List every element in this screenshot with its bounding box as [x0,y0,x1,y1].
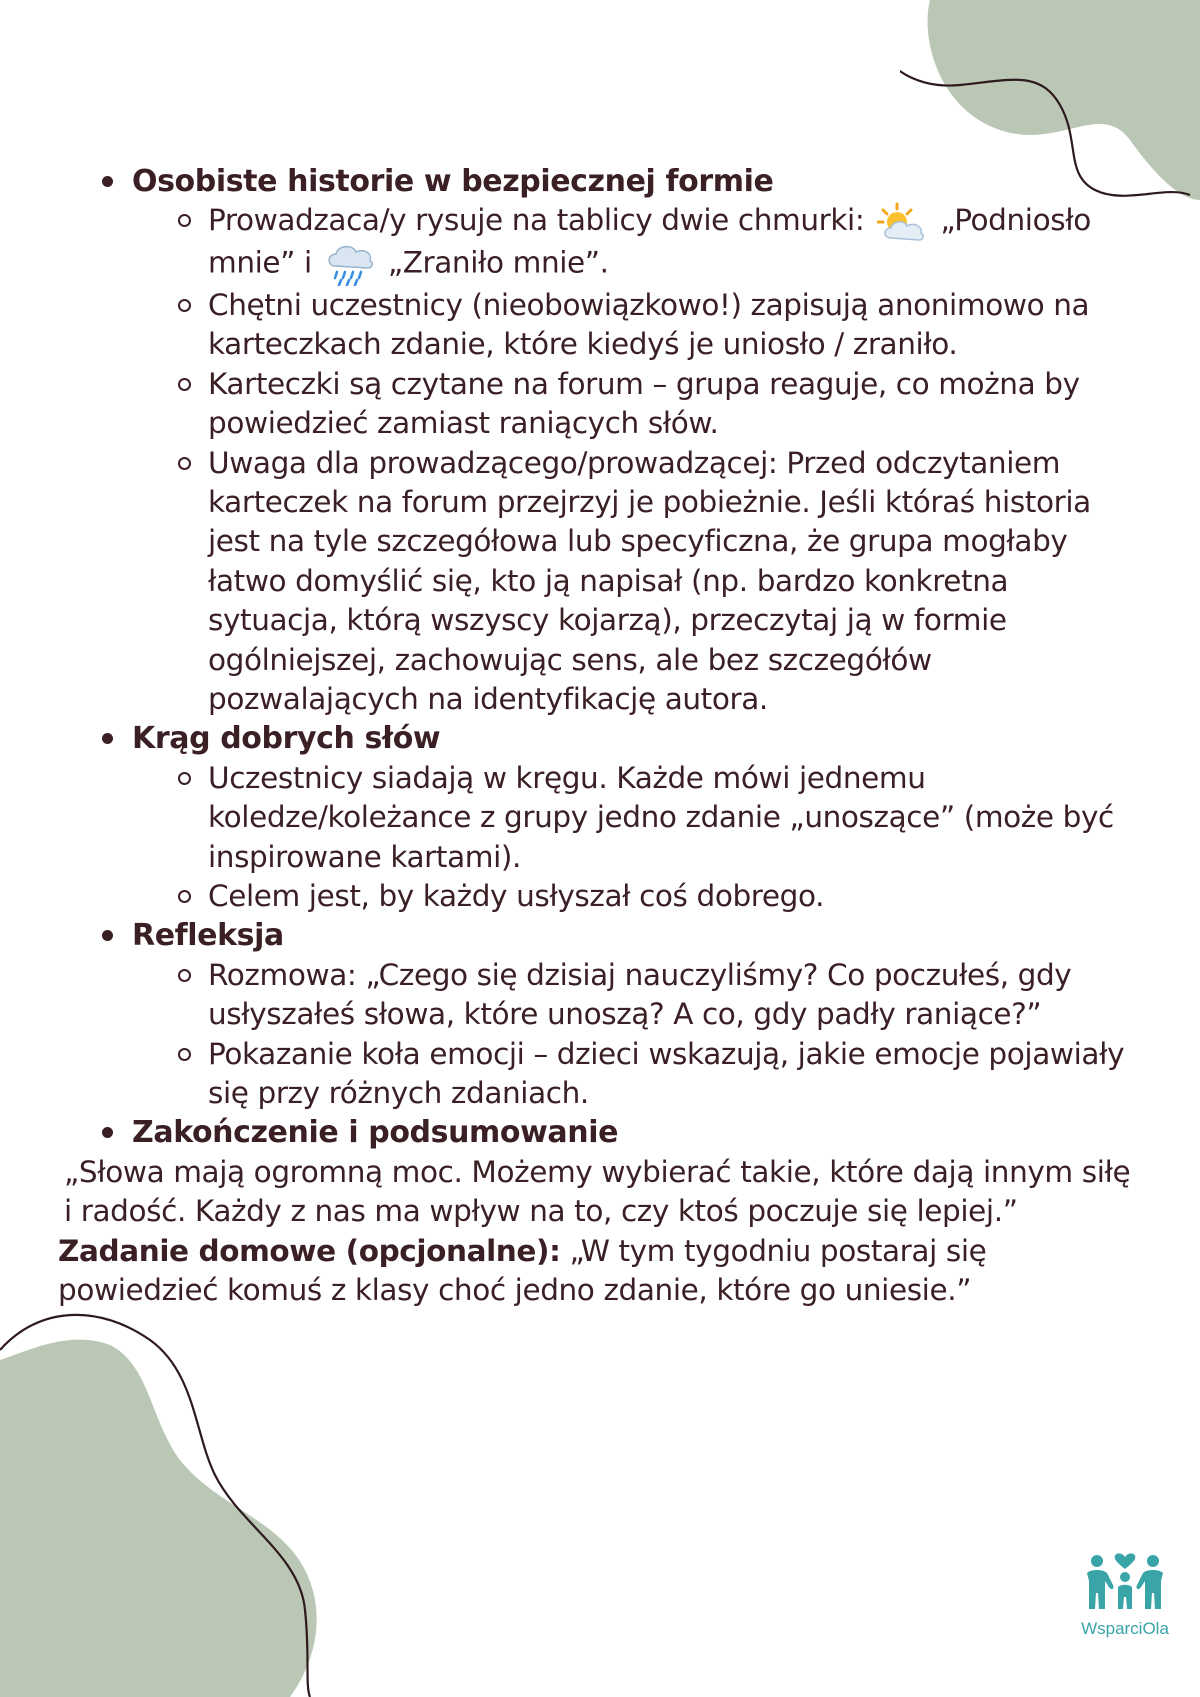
section-title: Osobiste historie w bezpiecznej formie [58,162,1143,201]
sub-list [58,759,1143,917]
list-item: Uwaga dla prowadzącego/prowadzącej: Przed odczytaniem karteczek na forum przejrzyj je pobieżnie. Jeśli któraś historia jest na tyle szczegółowa lub specyficzna, że grupa mogłaby łatwo domyślić się, kto ją napisał (np. bardzo konkretna sytuacja, którą wszyscy kojarzą), przeczytaj ją w formie ogólniejszej, zachowując sens, ale bez szczegółów pozwalających na identyfikację autora. [58,444,1143,720]
section-title: Refleksja [58,916,1143,955]
homework [58,1232,1143,1311]
list-item: Rozmowa: „Czego się dzisiaj nauczyliśmy? Co poczułeś, gdy usłyszałeś słowa, które unoszą? A co, gdy padły raniące?” [58,956,1143,1035]
section-reflection [58,916,1143,1113]
homework-text: „W tym tygodniu postaraj się powiedzieć komuś z klasy choć jedno zdanie, które go uniesie.” [58,1233,987,1308]
homework-label: Zadanie domowe (opcjonalne): [58,1233,561,1268]
sub-list [58,201,1143,719]
item-text: „Podniosło mnie” i [208,203,1091,280]
sub-list [58,956,1143,1114]
section-title: Zakończenie i podsumowanie [58,1113,1143,1152]
rain-cloud-icon [325,242,375,286]
list-item: Karteczki są czytane na forum – grupa reaguje, co można by powiedzieć zamiast raniących słów. [58,365,1143,444]
section-title: Krąg dobrych słów [58,719,1143,758]
list-item: Celem jest, by każdy usłyszał coś dobrego. [58,877,1143,916]
list-item [58,201,1143,286]
closing-quote: „Słowa mają ogromną moc. Możemy wybierać takie, które dają innym siłę i radość. Każdy z nas ma wpływ na to, czy ktoś poczuje się lepiej.” [64,1154,1131,1229]
list-item: Chętni uczestnicy (nieobowiązkowo!) zapisują anonimowo na karteczkach zdanie, które kiedyś je uniosło / zraniło. [58,286,1143,365]
closing-paragraph [58,1153,1143,1311]
brand-logo [1060,1545,1190,1675]
section-personal-stories [58,162,1143,719]
item-text: „Zraniło mnie”. [387,245,609,280]
family-heart-logo-icon [1083,1545,1167,1613]
list-item: Pokazanie koła emocji – dzieci wskazują, jakie emocje pojawiały się przy różnych zdaniach. [58,1035,1143,1114]
list-item: Uczestnicy siadają w kręgu. Każde mówi jednemu koledze/koleżance z grupy jedno zdanie „unoszące” (może być inspirowane kartami). [58,759,1143,877]
item-text: Prowadzaca/y rysuje na tablicy dwie chmurki: [208,203,865,238]
document-body [58,162,1143,1310]
logo-text: WsparciOla [1081,1619,1169,1638]
bottom-left-decoration [0,1310,340,1697]
sun-behind-cloud-icon [877,202,927,242]
section-circle-of-good-words [58,719,1143,916]
section-ending-and-summary [58,1113,1143,1152]
